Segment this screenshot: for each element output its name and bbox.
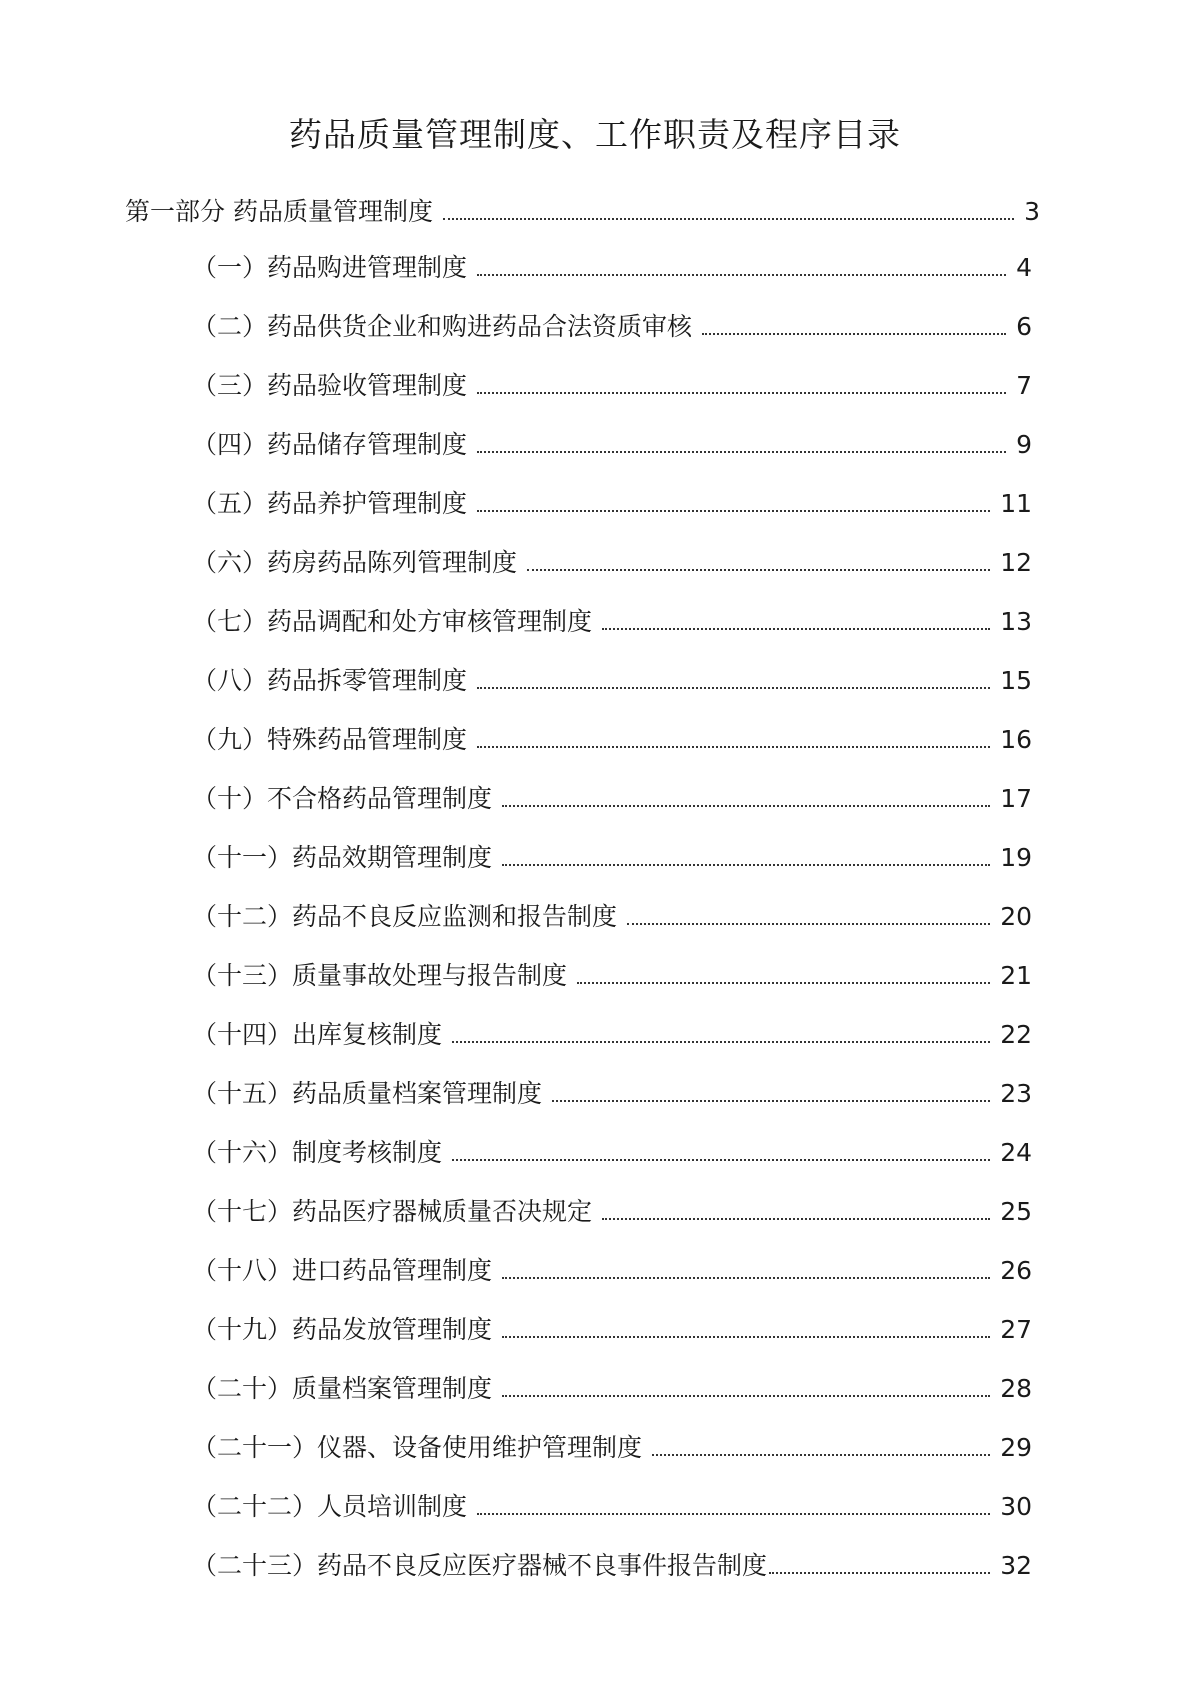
toc-entry[interactable] xyxy=(192,1019,1032,1051)
dot-leader xyxy=(477,746,990,748)
dot-leader xyxy=(602,1218,990,1220)
toc-entry-label: （二）药品供货企业和购进药品合法资质审核 xyxy=(192,312,693,341)
toc-entry[interactable] xyxy=(192,1491,1032,1523)
dot-leader xyxy=(602,628,990,630)
toc-entry[interactable] xyxy=(192,901,1032,933)
toc-page-number: 32 xyxy=(1000,1551,1032,1580)
toc-entry-label: （十）不合格药品管理制度 xyxy=(192,784,493,813)
toc-entry[interactable] xyxy=(192,1550,1032,1582)
toc-page-number: 13 xyxy=(1000,607,1032,636)
toc-entry-label: （十九）药品发放管理制度 xyxy=(192,1315,493,1344)
toc-entry-label: （二十）质量档案管理制度 xyxy=(192,1374,493,1403)
toc-entry-label: （十一）药品效期管理制度 xyxy=(192,843,493,872)
dot-leader xyxy=(477,510,990,512)
toc-entry[interactable] xyxy=(192,311,1032,343)
toc-page-number: 4 xyxy=(1016,253,1032,282)
toc-entry-label: （一）药品购进管理制度 xyxy=(192,253,468,282)
dot-leader xyxy=(769,1572,990,1574)
toc-entry[interactable] xyxy=(192,429,1032,461)
toc-page-number: 27 xyxy=(1000,1315,1032,1344)
toc-page-number: 26 xyxy=(1000,1256,1032,1285)
dot-leader xyxy=(477,1513,990,1515)
toc-entry-label: （二十二）人员培训制度 xyxy=(192,1492,468,1521)
toc-entry[interactable] xyxy=(192,1373,1032,1405)
toc-entry-label: （十三）质量事故处理与报告制度 xyxy=(192,961,568,990)
toc-entry[interactable] xyxy=(192,1314,1032,1346)
toc-page-number: 22 xyxy=(1000,1020,1032,1049)
toc-entry[interactable] xyxy=(192,488,1032,520)
dot-leader xyxy=(477,392,1006,394)
dot-leader xyxy=(652,1454,990,1456)
toc-entry[interactable] xyxy=(192,783,1032,815)
toc-entry[interactable] xyxy=(192,1196,1032,1228)
toc-entry[interactable] xyxy=(192,252,1032,284)
dot-leader xyxy=(577,982,990,984)
dot-leader xyxy=(702,333,1006,335)
toc-entry-label: （七）药品调配和处方审核管理制度 xyxy=(192,607,593,636)
toc-entry[interactable] xyxy=(192,1137,1032,1169)
toc-entry[interactable] xyxy=(192,1432,1032,1464)
dot-leader xyxy=(477,451,1006,453)
toc-page-number: 9 xyxy=(1016,430,1032,459)
toc-page-number: 12 xyxy=(1000,548,1032,577)
toc-entry[interactable] xyxy=(192,842,1032,874)
toc-entry-label: （十四）出库复核制度 xyxy=(192,1020,443,1049)
dot-leader xyxy=(502,864,990,866)
toc-entry-label: （八）药品拆零管理制度 xyxy=(192,666,468,695)
toc-page-number: 11 xyxy=(1000,489,1032,518)
toc-page-number: 15 xyxy=(1000,666,1032,695)
toc-page-number: 3 xyxy=(1024,197,1040,226)
toc-entry[interactable] xyxy=(192,1255,1032,1287)
page-title: 药品质量管理制度、工作职责及程序目录 xyxy=(289,115,901,154)
dot-leader xyxy=(452,1041,990,1043)
toc-entry-label: （九）特殊药品管理制度 xyxy=(192,725,468,754)
dot-leader xyxy=(627,923,990,925)
dot-leader xyxy=(477,274,1006,276)
toc-entry[interactable] xyxy=(192,724,1032,756)
toc-entry-label: （二十三）药品不良反应医疗器械不良事件报告制度 xyxy=(192,1551,768,1580)
toc-page-number: 23 xyxy=(1000,1079,1032,1108)
toc-entry-label: （十八）进口药品管理制度 xyxy=(192,1256,493,1285)
dot-leader xyxy=(502,1277,990,1279)
toc-entry[interactable] xyxy=(192,370,1032,402)
toc-page-number: 19 xyxy=(1000,843,1032,872)
toc-entry[interactable] xyxy=(192,606,1032,638)
toc-page-number: 28 xyxy=(1000,1374,1032,1403)
dot-leader xyxy=(477,687,990,689)
toc-page-number: 29 xyxy=(1000,1433,1032,1462)
toc-entry-label: （十六）制度考核制度 xyxy=(192,1138,443,1167)
toc-entry-label: （六）药房药品陈列管理制度 xyxy=(192,548,518,577)
toc-page-number: 21 xyxy=(1000,961,1032,990)
toc-page-number: 16 xyxy=(1000,725,1032,754)
toc-page-number: 7 xyxy=(1016,371,1032,400)
dot-leader xyxy=(502,1336,990,1338)
toc-page-number: 6 xyxy=(1016,312,1032,341)
toc-entry-label: （二十一）仪器、设备使用维护管理制度 xyxy=(192,1433,643,1462)
toc-part-entry[interactable] xyxy=(125,196,1040,228)
toc-page-number: 17 xyxy=(1000,784,1032,813)
toc-entry-label: （五）药品养护管理制度 xyxy=(192,489,468,518)
toc-page-number: 30 xyxy=(1000,1492,1032,1521)
toc-entry-label: （十二）药品不良反应监测和报告制度 xyxy=(192,902,618,931)
toc-entry[interactable] xyxy=(192,547,1032,579)
dot-leader xyxy=(552,1100,990,1102)
toc-entry[interactable] xyxy=(192,1078,1032,1110)
toc-entry-label: （十七）药品医疗器械质量否决规定 xyxy=(192,1197,593,1226)
toc-entry-label: （四）药品储存管理制度 xyxy=(192,430,468,459)
toc-entry-label: （三）药品验收管理制度 xyxy=(192,371,468,400)
dot-leader xyxy=(452,1159,990,1161)
dot-leader xyxy=(443,218,1014,220)
toc-page-number: 24 xyxy=(1000,1138,1032,1167)
dot-leader xyxy=(527,569,990,571)
toc-entry[interactable] xyxy=(192,960,1032,992)
toc-entry[interactable] xyxy=(192,665,1032,697)
dot-leader xyxy=(502,805,990,807)
toc-page-number: 25 xyxy=(1000,1197,1032,1226)
toc-entry-label: 第一部分 药品质量管理制度 xyxy=(125,197,433,226)
dot-leader xyxy=(502,1395,990,1397)
toc-entry-label: （十五）药品质量档案管理制度 xyxy=(192,1079,543,1108)
toc-page-number: 20 xyxy=(1000,902,1032,931)
